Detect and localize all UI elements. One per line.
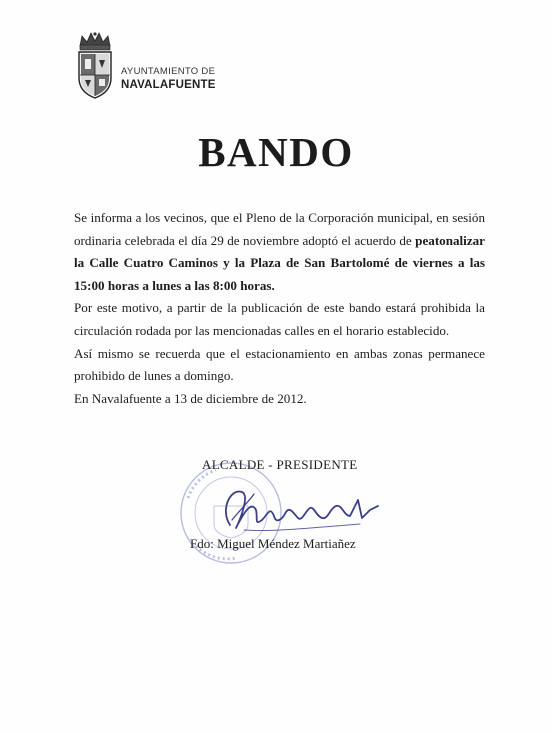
signatory-name: Fdo: Miguel Méndez Martiañez (190, 536, 356, 551)
paragraph-announcement (74, 207, 485, 297)
paragraph-consequence: Por este motivo, a partir de la publicación de este bando estará prohibida la circulación rodada por las mencionadas calles en el horario establecido. (74, 300, 485, 338)
announcement-highlight: peatonalizar la Calle Cuatro Caminos y la Plaza de San Bartolomé de viernes a las 15:00 horas a lunes a las 8:00 horas. (74, 232, 485, 293)
signatory-position: ALCALDE - PRESIDENTE (202, 457, 358, 472)
municipality-header (74, 30, 274, 102)
document-title: BANDO (198, 129, 354, 175)
paragraph-date: En Navalafuente a 13 de diciembre de 2012. (74, 390, 307, 406)
org-name-line1: AYUNTAMIENTO DE (121, 66, 216, 77)
handwritten-signature (210, 480, 410, 540)
paragraph-reminder: Así mismo se recuerda que el estacionamiento en ambas zonas permanece prohibido de lunes a domingo. (74, 345, 485, 384)
document-body (74, 207, 485, 410)
org-name-line2: NAVALAFUENTE (121, 79, 216, 91)
announcement-text: Se informa a los vecinos, que el Pleno de la Corporación municipal, en sesión ordinaria celebrada el día 29 de noviembre adoptó el acuerdo de (74, 210, 485, 248)
coat-of-arms-icon (74, 30, 116, 100)
